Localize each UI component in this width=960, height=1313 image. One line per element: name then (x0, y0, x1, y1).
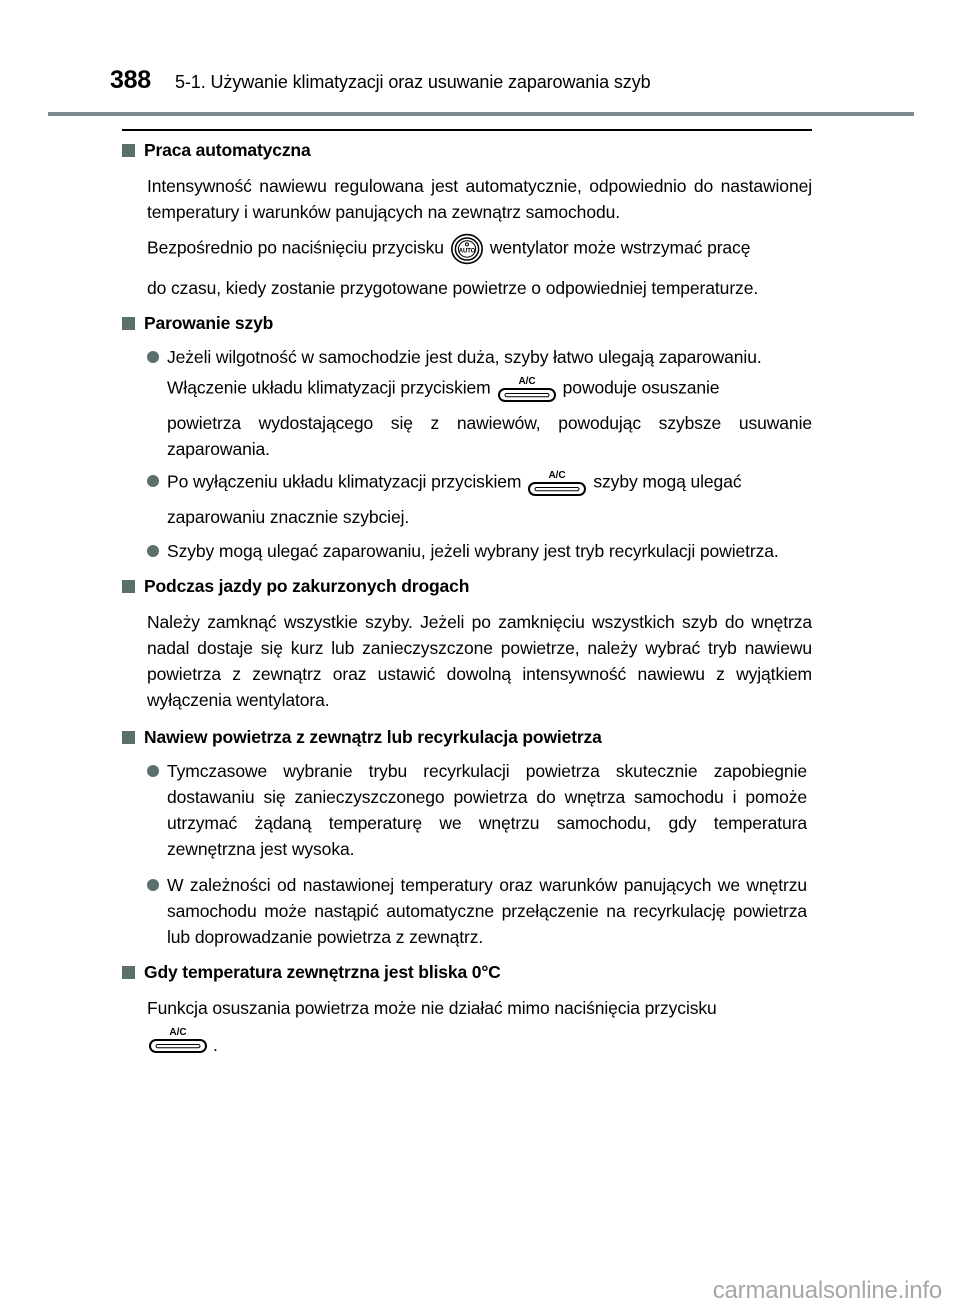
section-heading-nawiew-powietrza (0, 725, 960, 750)
paragraph-temperatura-bliska-zero: Funkcja osuszania powietrza może nie działać mimo naciśnięcia przycisku (147, 998, 717, 1018)
section-heading-temperatura-bliska-zero (0, 960, 960, 985)
svg-text:A/C: A/C (518, 376, 536, 387)
sub-text-before-ac-icon: Włączenie układu klimatyzacji przyciskiem (167, 377, 491, 398)
svg-text:A/C: A/C (169, 1027, 187, 1038)
paragraph-praca-auto-2 (147, 233, 812, 265)
list-item (0, 468, 812, 498)
section-heading-parowanie-szyb (0, 311, 960, 336)
ac-pill-button-icon[interactable] (526, 468, 588, 498)
ac-pill-button-icon[interactable] (147, 1025, 209, 1055)
section-heading-zakurzone-drogi (0, 574, 960, 599)
list-item (0, 344, 812, 370)
square-bullet-icon (122, 580, 135, 593)
list-item-sub-paragraph-rest: zaparowaniu znacznie szybciej. (167, 507, 410, 527)
heading-text: Nawiew powietrza z zewnątrz lub recyrkulacja powietrza (144, 727, 602, 747)
sub-text-after-ac-icon: powoduje osuszanie (562, 377, 720, 398)
heading-text: Praca automatyczna (144, 140, 311, 160)
list-item-text (167, 468, 812, 498)
list-item (0, 758, 812, 862)
round-bullet-icon (147, 351, 159, 363)
square-bullet-icon (122, 317, 135, 330)
page-number: 388 (110, 66, 151, 94)
auto-knob-icon[interactable] (450, 233, 484, 265)
list-text-after-ac-icon: szyby mogą ulegać (593, 471, 742, 492)
round-bullet-icon (147, 765, 159, 777)
header-rule-gray (48, 112, 914, 116)
heading-text: Gdy temperatura zewnętrzna jest bliska 0°C (144, 962, 501, 982)
svg-text:A/C: A/C (548, 470, 566, 481)
watermark: carmanualsonline.info (712, 1277, 942, 1304)
list-item-text: Szyby mogą ulegać zaparowaniu, jeżeli wybrany jest tryb recyrkulacji powietrza. (167, 541, 779, 561)
round-bullet-icon (147, 475, 159, 487)
ac-pill-button-icon[interactable] (496, 374, 558, 404)
final-ac-icon-row (0, 1025, 960, 1055)
list-item-sub-paragraph-rest: powietrza wydostającego się z nawiewów, powodując szybsze usuwanie zaparowania. (167, 413, 812, 459)
list-item (0, 872, 812, 950)
header-rule-black (122, 129, 812, 131)
svg-text:AUTO: AUTO (458, 248, 476, 255)
paragraph-praca-auto-1: Intensywność nawiewu regulowana jest automatycznie, odpowiednio do nastawionej temperatury i warunków panujących na zewnątrz samochodu. (147, 176, 812, 222)
paragraph-text-before-auto-icon: Bezpośrednio po naciśnięciu przycisku (147, 237, 444, 258)
list-item-text: W zależności od nastawionej temperatury oraz warunków panujących we wnętrzu samochodu może nastąpić automatyczne przełączenie na recyrkulację powietrza lub doprowadzanie powietrza z zewnątrz. (167, 875, 807, 947)
square-bullet-icon (122, 731, 135, 744)
heading-text: Parowanie szyb (144, 313, 274, 333)
page-title: 5-1. Używanie klimatyzacji oraz usuwanie zaparowania szyb (175, 72, 651, 92)
square-bullet-icon (122, 966, 135, 979)
list-item (0, 538, 812, 564)
list-text-before-ac-icon: Po wyłączeniu układu klimatyzacji przyciskiem (167, 471, 522, 492)
list-item-text: Tymczasowe wybranie trybu recyrkulacji powietrza skutecznie zapobiegnie dostawaniu się zanieczyszczonego powietrza do wnętrza samochodu i pomoże utrzymać żądaną temperaturę we wnętrzu samochodu, gdy temperatura zewnętrzna jest wysoka. (167, 761, 807, 859)
paragraph-text-after-auto-icon: wentylator może wstrzymać pracę (489, 237, 751, 258)
paragraph-praca-auto-3: do czasu, kiedy zostanie przygotowane powietrze o odpowiedniej temperaturze. (147, 278, 759, 298)
square-bullet-icon (122, 144, 135, 157)
round-bullet-icon (147, 545, 159, 557)
trailing-period: . (213, 1035, 218, 1055)
heading-text: Podczas jazdy po zakurzonych drogach (144, 576, 470, 596)
section-heading-praca-automatyczna (0, 138, 960, 163)
content-body (0, 138, 960, 1055)
list-item-sub-paragraph (167, 374, 812, 404)
round-bullet-icon (147, 879, 159, 891)
list-item-text: Jeżeli wilgotność w samochodzie jest duża, szyby łatwo ulegają zaparowaniu. (167, 347, 762, 367)
paragraph-zakurzone-drogi: Należy zamknąć wszystkie szyby. Jeżeli po zamknięciu wszystkich szyb do wnętrza nadal dostaje się kurz lub zanieczyszczone powietrze, należy wybrać tryb nawiewu powietrza z zewnątrz oraz ustawić dowolną intensywność nawiewu z wyjątkiem wyłączenia wentylatora. (147, 612, 812, 710)
